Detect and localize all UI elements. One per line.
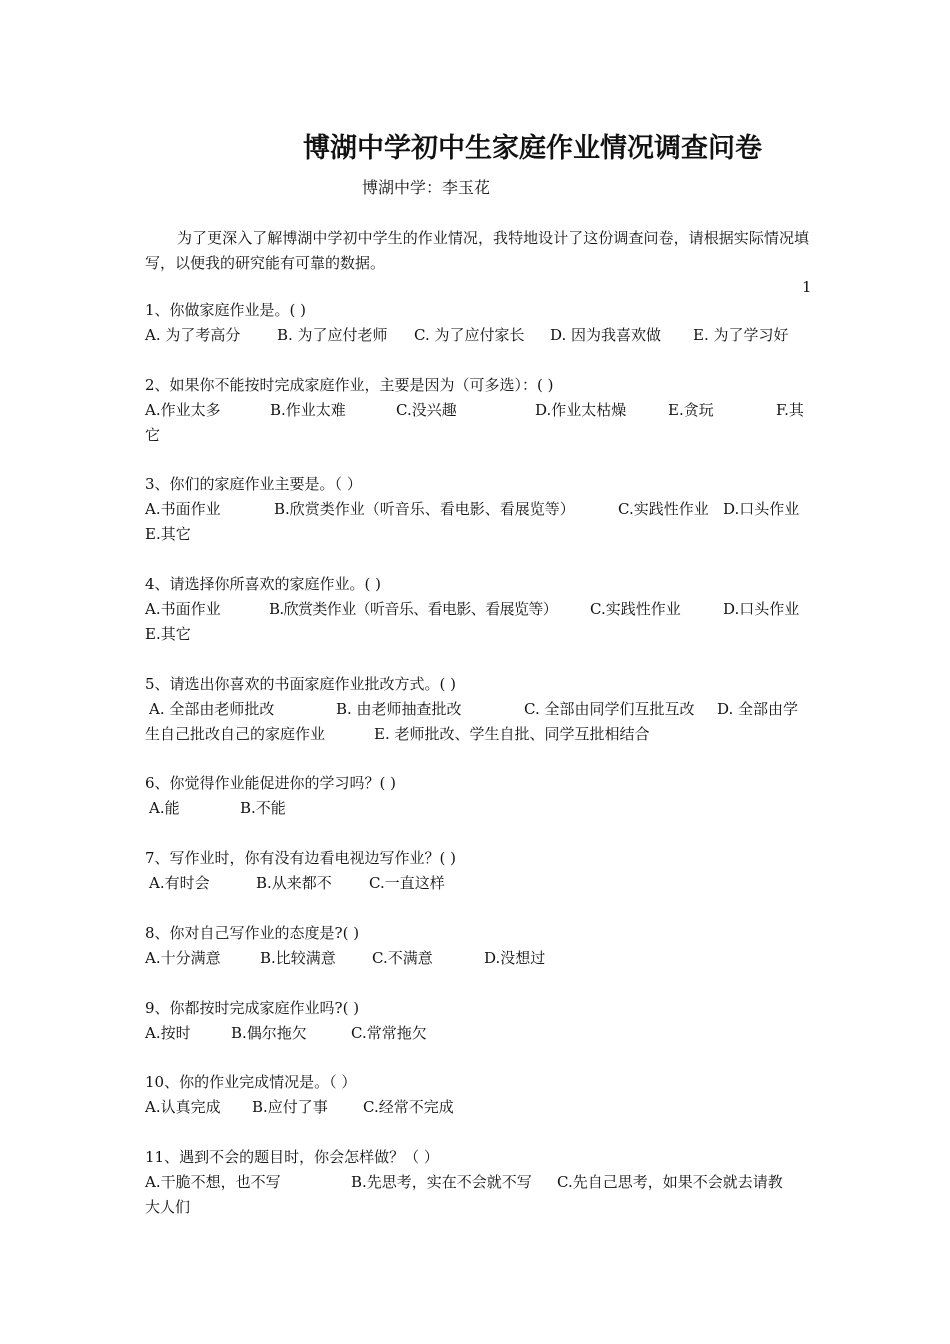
options-row [145,1021,809,1046]
option-b: B.偶尔拖欠 [231,1024,307,1042]
option-a: A.有时会 [149,874,210,892]
option-b: B.欣赏类作业（听音乐、看电影、看展览等） [269,600,558,618]
option-continuation: 它 [145,426,161,444]
option-e: E. 为了学习好 [693,326,789,344]
option-a: A.十分满意 [145,949,221,967]
option-d-continuation: 生自己批改自己的家庭作业 [145,725,326,743]
options-row [145,796,809,821]
option-d: D. 因为我喜欢做 [550,326,662,344]
option-a: A. 全部由老师批改 [149,700,275,718]
option-b: B.作业太难 [270,401,346,419]
option-d: D.没想过 [484,949,546,967]
option-c: C.不满意 [372,949,433,967]
question-9 [145,996,809,1046]
option-a: A.作业太多 [145,401,221,419]
option-c: C.没兴趣 [396,401,457,419]
options-row [145,1170,809,1195]
page-number: 1 [802,278,812,296]
option-a: A.能 [149,799,180,817]
option-b: B. 为了应付老师 [277,326,388,344]
question-text: 7、写作业时，你有没有边看电视边写作业？( ) [145,849,457,867]
question-10 [145,1070,809,1120]
option-a: A.认真完成 [145,1098,221,1116]
intro-paragraph: 为了更深入了解博湖中学初中学生的作业情况，我特地设计了这份调查问卷，请根据实际情况填写，以便我的研究能有可靠的数据。 [145,229,809,272]
option-a: A.按时 [145,1024,191,1042]
option-f: F.其 [776,401,804,419]
question-1 [145,298,809,348]
option-c: C.一直这样 [369,874,445,892]
option-c: C.实践性作业 [590,600,681,618]
question-11 [145,1145,809,1220]
options-row [145,1095,809,1120]
question-text: 10、你的作业完成情况是。（ ） [145,1073,357,1091]
option-c: C. 为了应付家长 [414,326,525,344]
option-a: A.书面作业 [145,600,221,618]
question-text: 2、如果你不能按时完成家庭作业，主要是因为（可多选）：( ) [145,376,554,394]
question-text: 3、你们的家庭作业主要是。（ ） [145,475,362,493]
options-row [145,323,809,348]
option-c: C. 全部由同学们互批互改 [524,700,695,718]
options-row [145,398,809,423]
question-6 [145,771,809,821]
question-8 [145,921,809,971]
option-b: B.先思考，实在不会就不写 [351,1173,532,1191]
option-a: A.干脆不想，也不写 [145,1173,281,1191]
question-text: 8、你对自己写作业的态度是?( ) [145,924,360,942]
option-a: A. 为了考高分 [145,326,241,344]
question-7 [145,846,809,896]
option-c: C.常常拖欠 [351,1024,427,1042]
option-d: D.作业太枯燥 [535,401,627,419]
question-text: 4、请选择你所喜欢的家庭作业。( ) [145,575,382,593]
options-row [145,946,809,971]
option-b: B.不能 [240,799,286,817]
options-row [145,871,809,896]
option-d: D. 全部由学 [717,700,799,718]
option-c: C.实践性作业 [618,500,709,518]
option-c: C.先自己思考，如果不会就去请教 [557,1173,783,1191]
question-2 [145,373,809,448]
question-text: 9、你都按时完成家庭作业吗?( ) [145,999,360,1017]
option-a: A.书面作业 [145,500,221,518]
question-5 [145,672,809,747]
option-b: B.欣赏类作业（听音乐、看电影、看展览等） [274,500,575,518]
option-b: B.应付了事 [252,1098,328,1116]
question-4 [145,572,809,647]
option-b: B. 由老师抽查批改 [336,700,462,718]
question-3 [145,472,809,547]
options-row [145,597,809,622]
option-b: B.从来都不 [256,874,332,892]
option-continuation: 大人们 [145,1198,191,1216]
question-text: 1、你做家庭作业是。( ) [145,301,307,319]
option-continuation: E.其它 [145,525,191,543]
author-line: 博湖中学：李玉花 [362,178,491,197]
options-row-continued [145,722,809,747]
options-row [145,697,809,722]
option-b: B.比较满意 [260,949,336,967]
question-text: 5、请选出你喜欢的书面家庭作业批改方式。( ) [145,675,457,693]
option-d: D.口头作业 [723,500,800,518]
question-text: 11、遇到不会的题目时，你会怎样做？（ ） [145,1148,439,1166]
options-row [145,497,809,522]
option-e: E.贪玩 [668,401,714,419]
question-text: 6、你觉得作业能促进你的学习吗？( ) [145,774,397,792]
option-continuation: E.其它 [145,625,191,643]
document-title: 博湖中学初中生家庭作业情况调查问卷 [303,133,762,164]
option-e: E. 老师批改、学生自批、同学互批相结合 [374,725,650,743]
option-d: D.口头作业 [723,600,800,618]
option-c: C.经常不完成 [363,1098,454,1116]
